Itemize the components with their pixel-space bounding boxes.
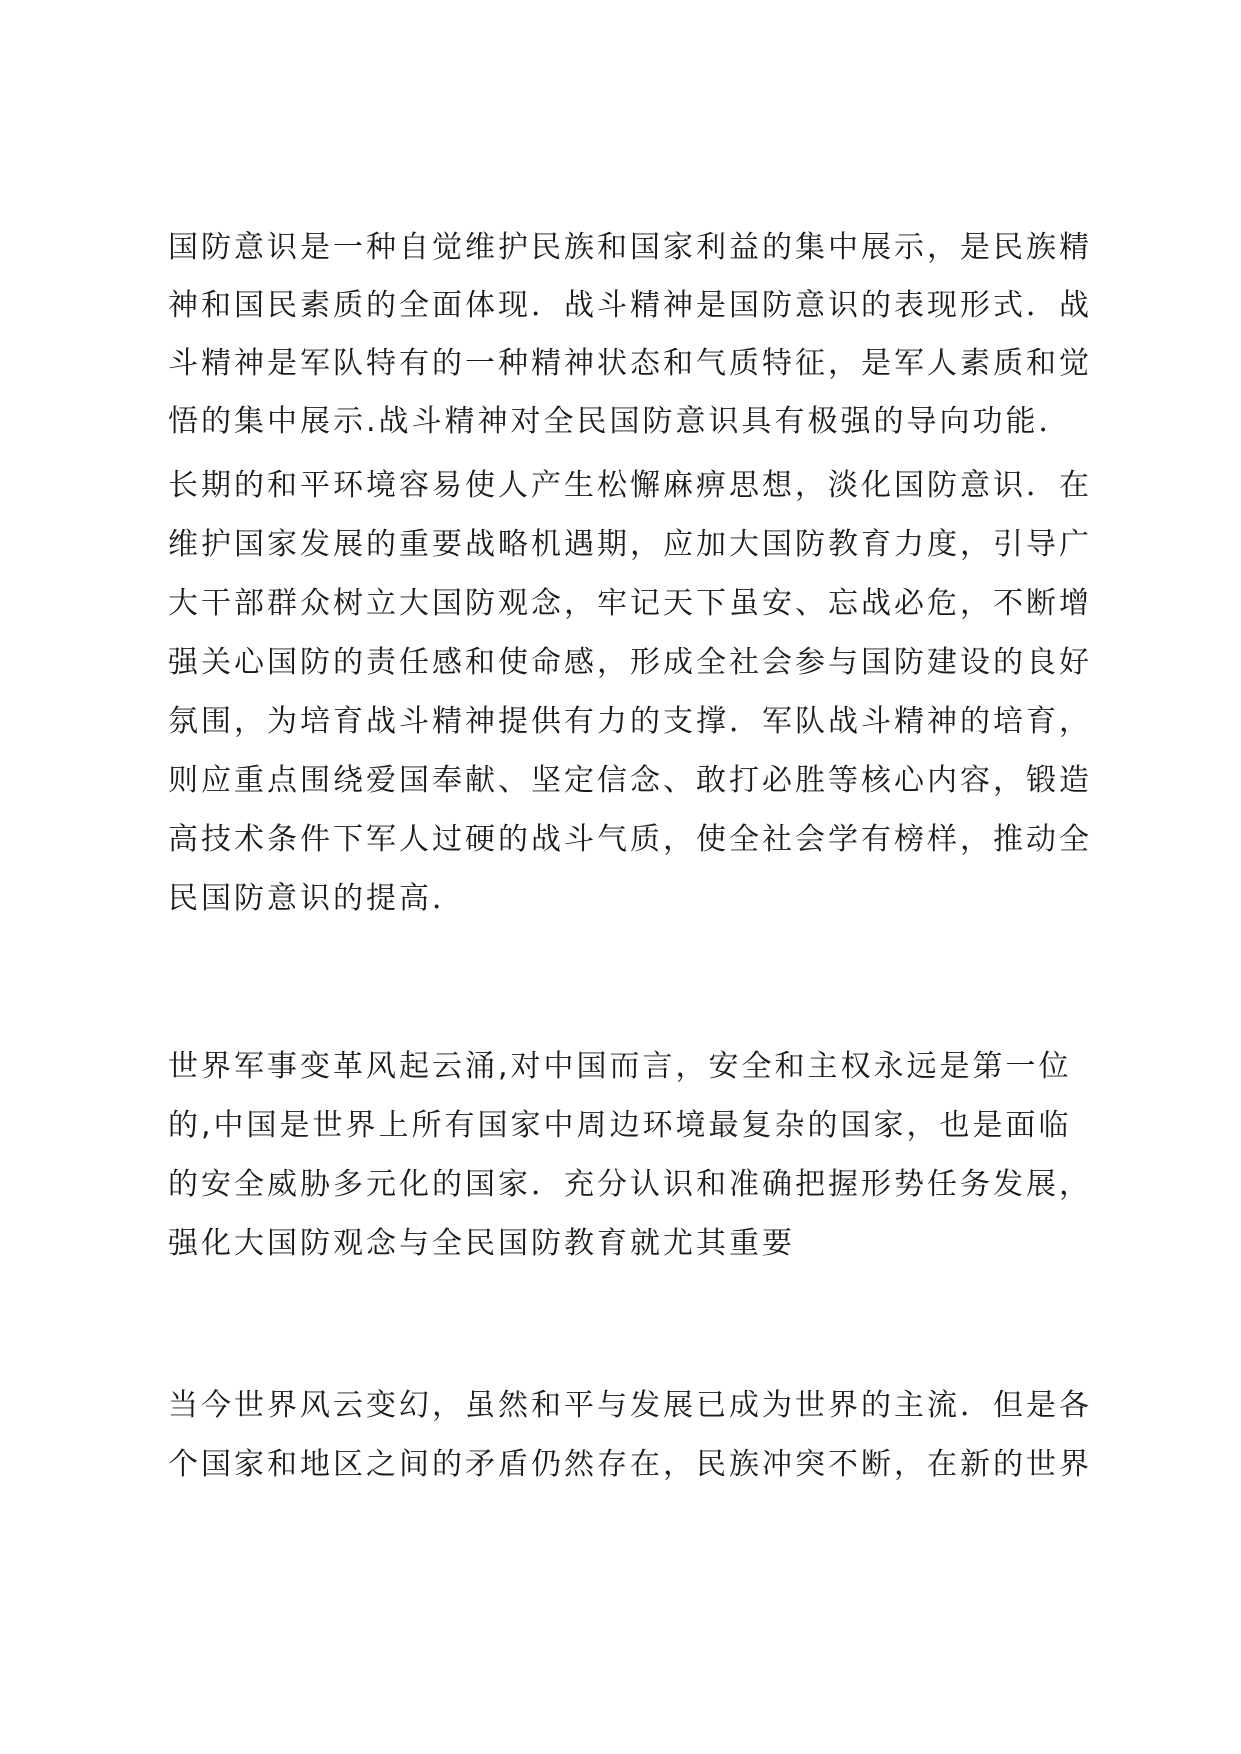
text-line: 神和国民素质的全面体现．战斗精神是国防意识的表现形式．战 bbox=[168, 288, 1092, 323]
text-line: 强化大国防观念与全民国防教育就尤其重要 bbox=[168, 1226, 795, 1261]
text-line: 斗精神是军队特有的一种精神状态和气质特征，是军人素质和觉 bbox=[168, 346, 1092, 381]
text-line: 个国家和地区之间的矛盾仍然存在，民族冲突不断，在新的世界 bbox=[168, 1447, 1092, 1482]
text-line: 当今世界风云变幻，虽然和平与发展已成为世界的主流．但是各 bbox=[168, 1388, 1092, 1423]
text-line: 高技术条件下军人过硬的战斗气质，使全社会学有榜样，推动全 bbox=[168, 822, 1092, 857]
text-line: 则应重点围绕爱国奉献、坚定信念、敢打必胜等核心内容，锻造 bbox=[168, 763, 1092, 798]
text-line: 民国防意识的提高． bbox=[168, 881, 465, 916]
text-line: 悟的集中展示.战斗精神对全民国防意识具有极强的导向功能． bbox=[168, 404, 1072, 439]
text-line: 氛围，为培育战斗精神提供有力的支撑．军队战斗精神的培育， bbox=[168, 704, 1092, 739]
text-line: 国防意识是一种自觉维护民族和国家利益的集中展示，是民族精 bbox=[168, 230, 1092, 265]
text-line: 的,中国是世界上所有国家中周边环境最复杂的国家，也是面临 bbox=[168, 1108, 1072, 1143]
text-line: 强关心国防的责任感和使命感，形成全社会参与国防建设的良好 bbox=[168, 645, 1092, 680]
text-line: 维护国家发展的重要战略机遇期，应加大国防教育力度，引导广 bbox=[168, 527, 1092, 562]
text-line: 世界军事变革风起云涌,对中国而言，安全和主权永远是第一位 bbox=[168, 1049, 1072, 1084]
text-line: 长期的和平环境容易使人产生松懈麻痹思想，淡化国防意识．在 bbox=[168, 468, 1092, 503]
text-line: 大干部群众树立大国防观念，牢记天下虽安、忘战必危，不断增 bbox=[168, 586, 1092, 621]
text-line: 的安全威胁多元化的国家．充分认识和准确把握形势任务发展， bbox=[168, 1167, 1092, 1202]
